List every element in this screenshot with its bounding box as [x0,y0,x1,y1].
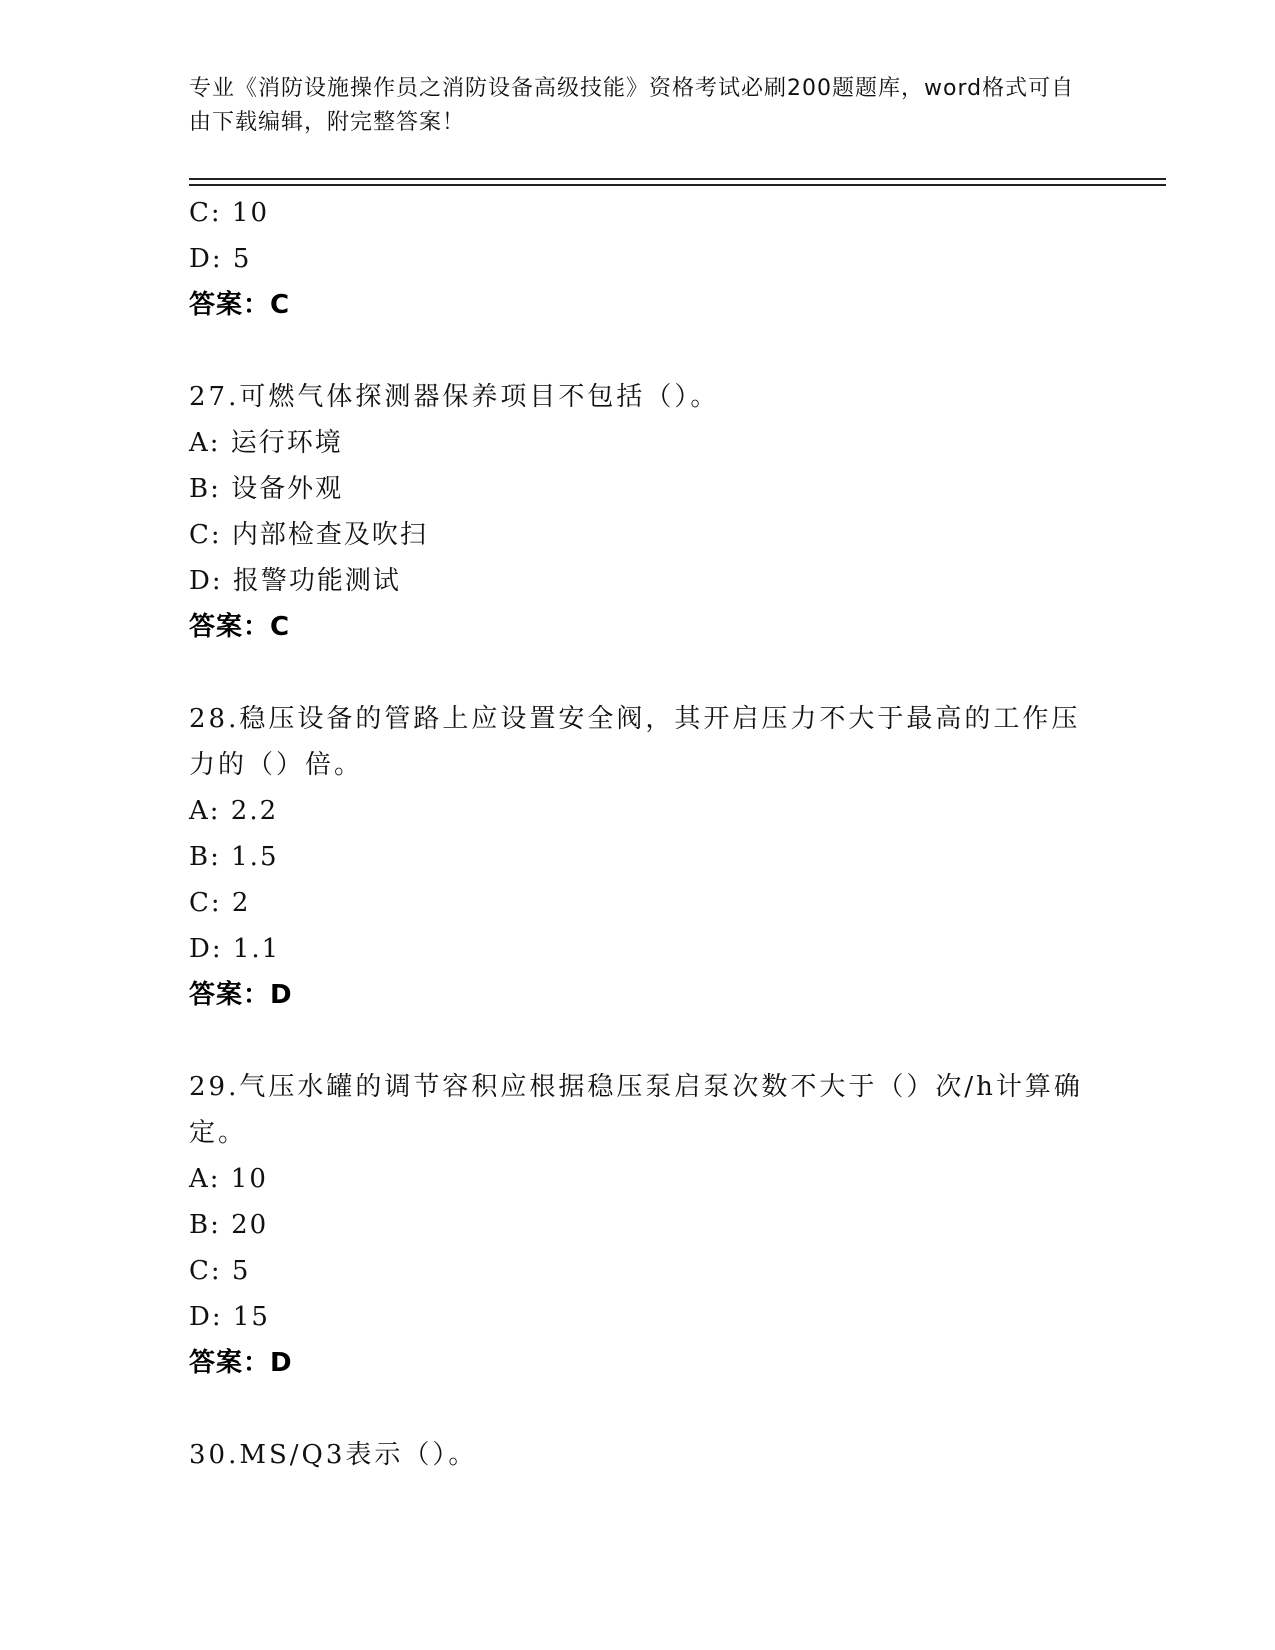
question-29 [189,1064,1089,1386]
option-d: D: 1.1 [189,934,281,964]
question-stem: 30.MS/Q3表示（）。 [189,1440,478,1470]
option-a: A: 10 [189,1164,268,1194]
question-stem: 28.稳压设备的管路上应设置安全阀，其开启压力不大于最高的工作压力的（）倍。 [189,704,1081,780]
option-b: B: 设备外观 [189,474,344,504]
option-a: A: 运行环境 [189,428,343,458]
option-d: D: 报警功能测试 [189,566,401,596]
option-b: B: 20 [189,1210,269,1240]
header-divider-top [189,178,1166,180]
prev-answer: 答案：C [189,290,291,320]
option-c: C: 2 [189,888,251,918]
option-a: A: 2.2 [189,796,279,826]
answer: 答案：D [189,980,293,1010]
prev-option-c: C: 10 [189,198,270,228]
header-divider-bottom [189,184,1166,186]
question-stem: 29.气压水罐的调节容积应根据稳压泵启泵次数不大于（）次/h计算确定。 [189,1072,1083,1148]
document-header: 专业《消防设施操作员之消防设备高级技能》资格考试必刷200题题库，word格式可自由下载编辑，附完整答案！ [189,76,1075,135]
question-stem: 27.可燃气体探测器保养项目不包括（）。 [189,382,720,412]
question-list [189,190,1089,1478]
option-b: B: 1.5 [189,842,279,872]
question-30 [189,1432,1089,1478]
option-d: D: 15 [189,1302,270,1332]
option-c: C: 5 [189,1256,251,1286]
prev-option-d: D: 5 [189,244,252,274]
question-27 [189,374,1089,650]
answer: 答案：D [189,1348,293,1378]
option-c: C: 内部检查及吹扫 [189,520,428,550]
question-28 [189,696,1089,1018]
answer: 答案：C [189,612,291,642]
